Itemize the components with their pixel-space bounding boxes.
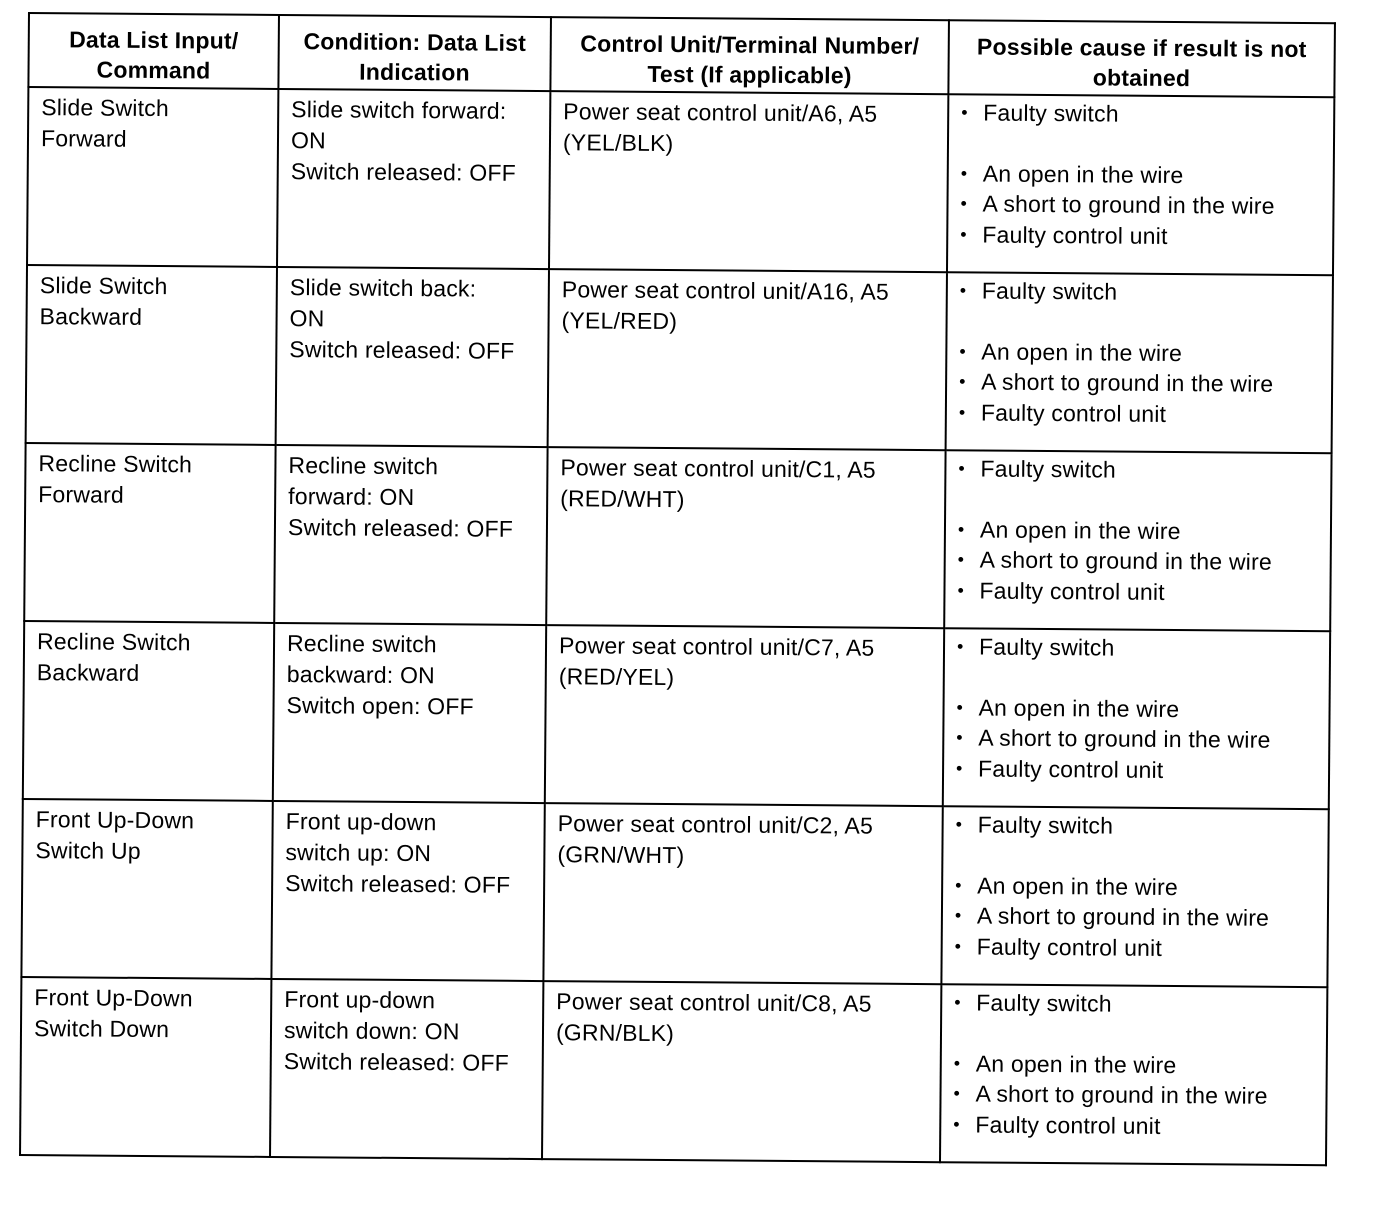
terminal-cell-line: Power seat control unit/C1, A5 — [560, 454, 876, 483]
condition-cell-line: Switch released: OFF — [283, 1048, 510, 1076]
condition-cell-line: ON — [290, 127, 327, 154]
table-row — [27, 87, 1334, 275]
condition-cell-line: Switch released: OFF — [285, 870, 511, 898]
data-list-input-cell-line: Backward — [36, 659, 140, 686]
data-list-input-cell-line: Switch Down — [33, 1015, 170, 1043]
possible-cause-cell — [946, 272, 1333, 453]
condition-cell-line: Slide switch forward: — [291, 96, 507, 124]
terminal-cell-line: (GRN/WHT) — [557, 841, 685, 869]
condition-cell-line: Front up-down — [284, 986, 436, 1014]
cause-list-item: • Faulty control unit — [959, 397, 1321, 430]
data-list-input-cell-line: Front Up-Down — [35, 806, 195, 834]
cause-list-item: • Faulty switch — [956, 809, 1318, 842]
header-possible-cause: Possible cause if result is not obtained — [948, 20, 1335, 97]
data-list-input-cell-line: Recline Switch — [38, 450, 193, 478]
terminal-cell-line: (RED/YEL) — [558, 663, 675, 691]
data-list-input-cell — [23, 621, 274, 801]
table-row — [21, 799, 1328, 987]
possible-cause-cell — [947, 94, 1334, 275]
terminal-cell-line: Power seat control unit/A16, A5 — [561, 276, 890, 305]
possible-cause-cell — [940, 984, 1327, 1165]
condition-cell-line: Switch open: OFF — [286, 692, 474, 720]
data-list-input-cell-line: Recline Switch — [36, 628, 191, 656]
terminal-cell-line: Power seat control unit/A6, A5 — [563, 98, 878, 127]
condition-cell — [276, 267, 549, 447]
header-condition: Condition: Data List Indication — [278, 15, 551, 91]
condition-cell-line: ON — [289, 305, 325, 332]
cause-list-item: • Faulty switch — [960, 275, 1322, 308]
condition-cell-line: Front up-down — [285, 808, 437, 836]
cause-list-item: • Faulty control unit — [957, 575, 1319, 608]
terminal-cell — [549, 91, 948, 272]
cause-list-item: • Faulty control unit — [955, 931, 1317, 964]
condition-cell-line: Recline switch — [286, 630, 437, 658]
condition-cell-line: forward: ON — [288, 483, 415, 511]
condition-cell — [274, 445, 547, 625]
data-list-input-cell-line: Front Up-Down — [34, 984, 193, 1012]
condition-cell-line: Switch released: OFF — [287, 514, 514, 542]
terminal-cell — [543, 803, 942, 984]
cause-list-item: • Faulty switch — [961, 97, 1323, 130]
header-data-list-input: Data List Input/ Command — [28, 13, 279, 89]
terminal-cell-line: Power seat control unit/C7, A5 — [558, 632, 875, 661]
data-list-input-cell-line: Slide Switch — [41, 94, 170, 122]
condition-cell-line: Recline switch — [288, 452, 439, 480]
terminal-cell — [545, 625, 944, 806]
cause-list-item: • A short to ground in the wire — [960, 188, 1322, 221]
table-row — [23, 621, 1330, 809]
terminal-cell-line: (GRN/BLK) — [555, 1019, 675, 1047]
cause-list — [955, 809, 1318, 964]
cause-list — [959, 275, 1322, 430]
cause-list-item: • An open in the wire — [954, 1048, 1316, 1081]
terminal-cell-line: Power seat control unit/C8, A5 — [556, 988, 872, 1017]
cause-list — [960, 97, 1323, 252]
cause-list-item: • An open in the wire — [958, 514, 1320, 547]
data-list-input-cell-line: Forward — [40, 125, 127, 152]
condition-cell — [273, 623, 546, 803]
cause-list-item: • An open in the wire — [956, 692, 1318, 725]
condition-cell-line: Slide switch back: — [289, 274, 477, 302]
data-list-input-cell-line: Backward — [39, 303, 143, 330]
cause-list-item: • Faulty switch — [954, 987, 1316, 1020]
data-list-input-cell — [27, 87, 278, 267]
condition-cell — [277, 89, 550, 269]
possible-cause-cell — [944, 450, 1331, 631]
cause-list-item: • A short to ground in the wire — [956, 722, 1318, 755]
terminal-cell — [546, 447, 945, 628]
data-list-input-cell — [24, 443, 275, 623]
document-page — [19, 12, 1334, 1166]
terminal-cell-line: (YEL/RED) — [561, 307, 678, 335]
cause-list — [957, 453, 1320, 608]
cause-list-item: • Faulty control unit — [953, 1109, 1315, 1142]
cause-list-item: • An open in the wire — [961, 158, 1323, 191]
condition-cell — [270, 979, 543, 1159]
possible-cause-cell — [943, 628, 1330, 809]
terminal-cell-line: (RED/WHT) — [560, 485, 685, 513]
cause-list-item: • An open in the wire — [959, 336, 1321, 369]
cause-list-item: • A short to ground in the wire — [953, 1078, 1315, 1111]
cause-list-item: • Faulty switch — [957, 631, 1319, 664]
table-row — [24, 443, 1331, 631]
cause-list-item: • A short to ground in the wire — [959, 366, 1321, 399]
cause-list-item: • Faulty switch — [958, 453, 1320, 486]
terminal-cell — [548, 269, 947, 450]
data-list-input-cell — [21, 799, 272, 979]
condition-cell-line: switch down: ON — [283, 1017, 460, 1045]
data-list-input-cell — [26, 265, 277, 445]
cause-list — [956, 631, 1319, 786]
diagnostic-data-table — [19, 12, 1336, 1166]
cause-list-item: • An open in the wire — [955, 870, 1317, 903]
header-row — [28, 13, 1335, 97]
data-list-input-cell-line: Forward — [38, 481, 125, 508]
data-list-input-cell-line: Switch Up — [35, 837, 141, 864]
condition-cell-line: Switch released: OFF — [290, 158, 516, 186]
cause-list-item: • Faulty control unit — [956, 753, 1318, 786]
terminal-cell-line: (YEL/BLK) — [562, 129, 674, 157]
table-row — [26, 265, 1333, 453]
data-list-input-cell-line: Slide Switch — [39, 272, 168, 300]
condition-cell-line: Switch released: OFF — [289, 336, 515, 364]
data-list-input-cell — [20, 977, 271, 1157]
condition-cell-line: switch up: ON — [285, 839, 432, 867]
cause-list-item: • Faulty control unit — [960, 219, 1322, 252]
cause-list — [953, 987, 1316, 1142]
table-row — [20, 977, 1327, 1165]
cause-list-item: • A short to ground in the wire — [955, 900, 1317, 933]
condition-cell — [271, 801, 544, 981]
terminal-cell-line: Power seat control unit/C2, A5 — [557, 810, 874, 839]
condition-cell-line: backward: ON — [286, 661, 436, 689]
terminal-cell — [542, 981, 941, 1162]
cause-list-item: • A short to ground in the wire — [958, 544, 1320, 577]
header-control-unit-terminal: Control Unit/Terminal Number/ Test (If applicable) — [550, 17, 949, 94]
possible-cause-cell — [941, 806, 1328, 987]
